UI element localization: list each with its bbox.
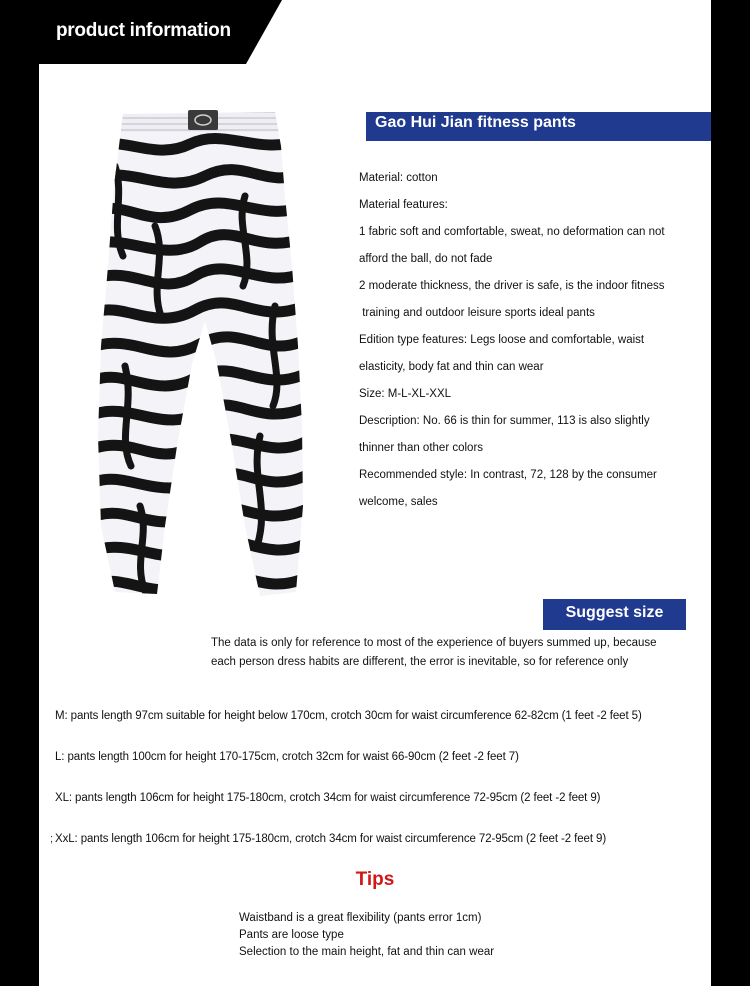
spec-line: Description: No. 66 is thin for summer, 113 is also slightly: [359, 415, 650, 427]
spec-line: welcome, sales: [359, 496, 438, 508]
waistband-logo: [188, 110, 218, 130]
spec-line: Size: M-L-XL-XXL: [359, 388, 452, 400]
spec-line: training and outdoor leisure sports ideal pants: [359, 307, 595, 319]
tip-line: Pants are loose type: [239, 929, 344, 941]
suggest-size-heading: Suggest size: [565, 604, 664, 621]
size-row-xl: XL: pants length 106cm for height 175-180cm, crotch 34cm for waist circumference 72-95cm (2 feet -2 feet 9): [55, 792, 601, 804]
disclaimer-line: The data is only for reference to most of the experience of buyers summed up, because: [211, 637, 657, 649]
size-row-m: M: pants length 97cm suitable for height below 170cm, crotch 30cm for waist circumference 62-82cm (1 feet -2 feet 5): [55, 710, 642, 722]
size-row-xxl: XxL: pants length 106cm for height 175-180cm, crotch 34cm for waist circumference 72-95cm (2 feet -2 feet 9): [55, 833, 607, 845]
tips-list: [239, 910, 494, 961]
edge-mark: ;: [50, 833, 54, 845]
product-title-bar: [361, 112, 711, 141]
tip-line: Selection to the main height, fat and thin can wear: [239, 946, 495, 958]
striped-pants-photo: [95, 106, 305, 600]
spec-line: Edition type features: Legs loose and comfortable, waist: [359, 334, 645, 346]
product-information-banner: [39, 0, 282, 64]
spec-line: elasticity, body fat and thin can wear: [359, 361, 544, 373]
product-specs: [359, 165, 704, 516]
banner-label: product information: [56, 20, 231, 41]
spec-line: 2 moderate thickness, the driver is safe, is the indoor fitness: [359, 280, 665, 292]
spec-line: Material: cotton: [359, 172, 438, 184]
product-detail-page: [39, 0, 711, 986]
disclaimer-line: each person dress habits are different, the error is inevitable, so for reference only: [211, 656, 629, 668]
spec-line: 1 fabric soft and comfortable, sweat, no deformation can not: [359, 226, 665, 238]
tips-heading: Tips: [355, 869, 395, 890]
spec-line: thinner than other colors: [359, 442, 484, 454]
size-row-l: L: pants length 100cm for height 170-175cm, crotch 32cm for waist 66-90cm (2 feet -2 feet 7): [55, 751, 519, 763]
size-disclaimer: [211, 634, 711, 672]
spec-line: Recommended style: In contrast, 72, 128 by the consumer: [359, 469, 657, 481]
product-title: Gao Hui Jian fitness pants: [375, 114, 576, 131]
size-chart: [55, 706, 711, 870]
spec-line: Material features:: [359, 199, 448, 211]
tip-line: Waistband is a great flexibility (pants error 1cm): [239, 912, 482, 924]
spec-line: afford the ball, do not fade: [359, 253, 493, 265]
suggest-size-bar: [543, 599, 686, 630]
